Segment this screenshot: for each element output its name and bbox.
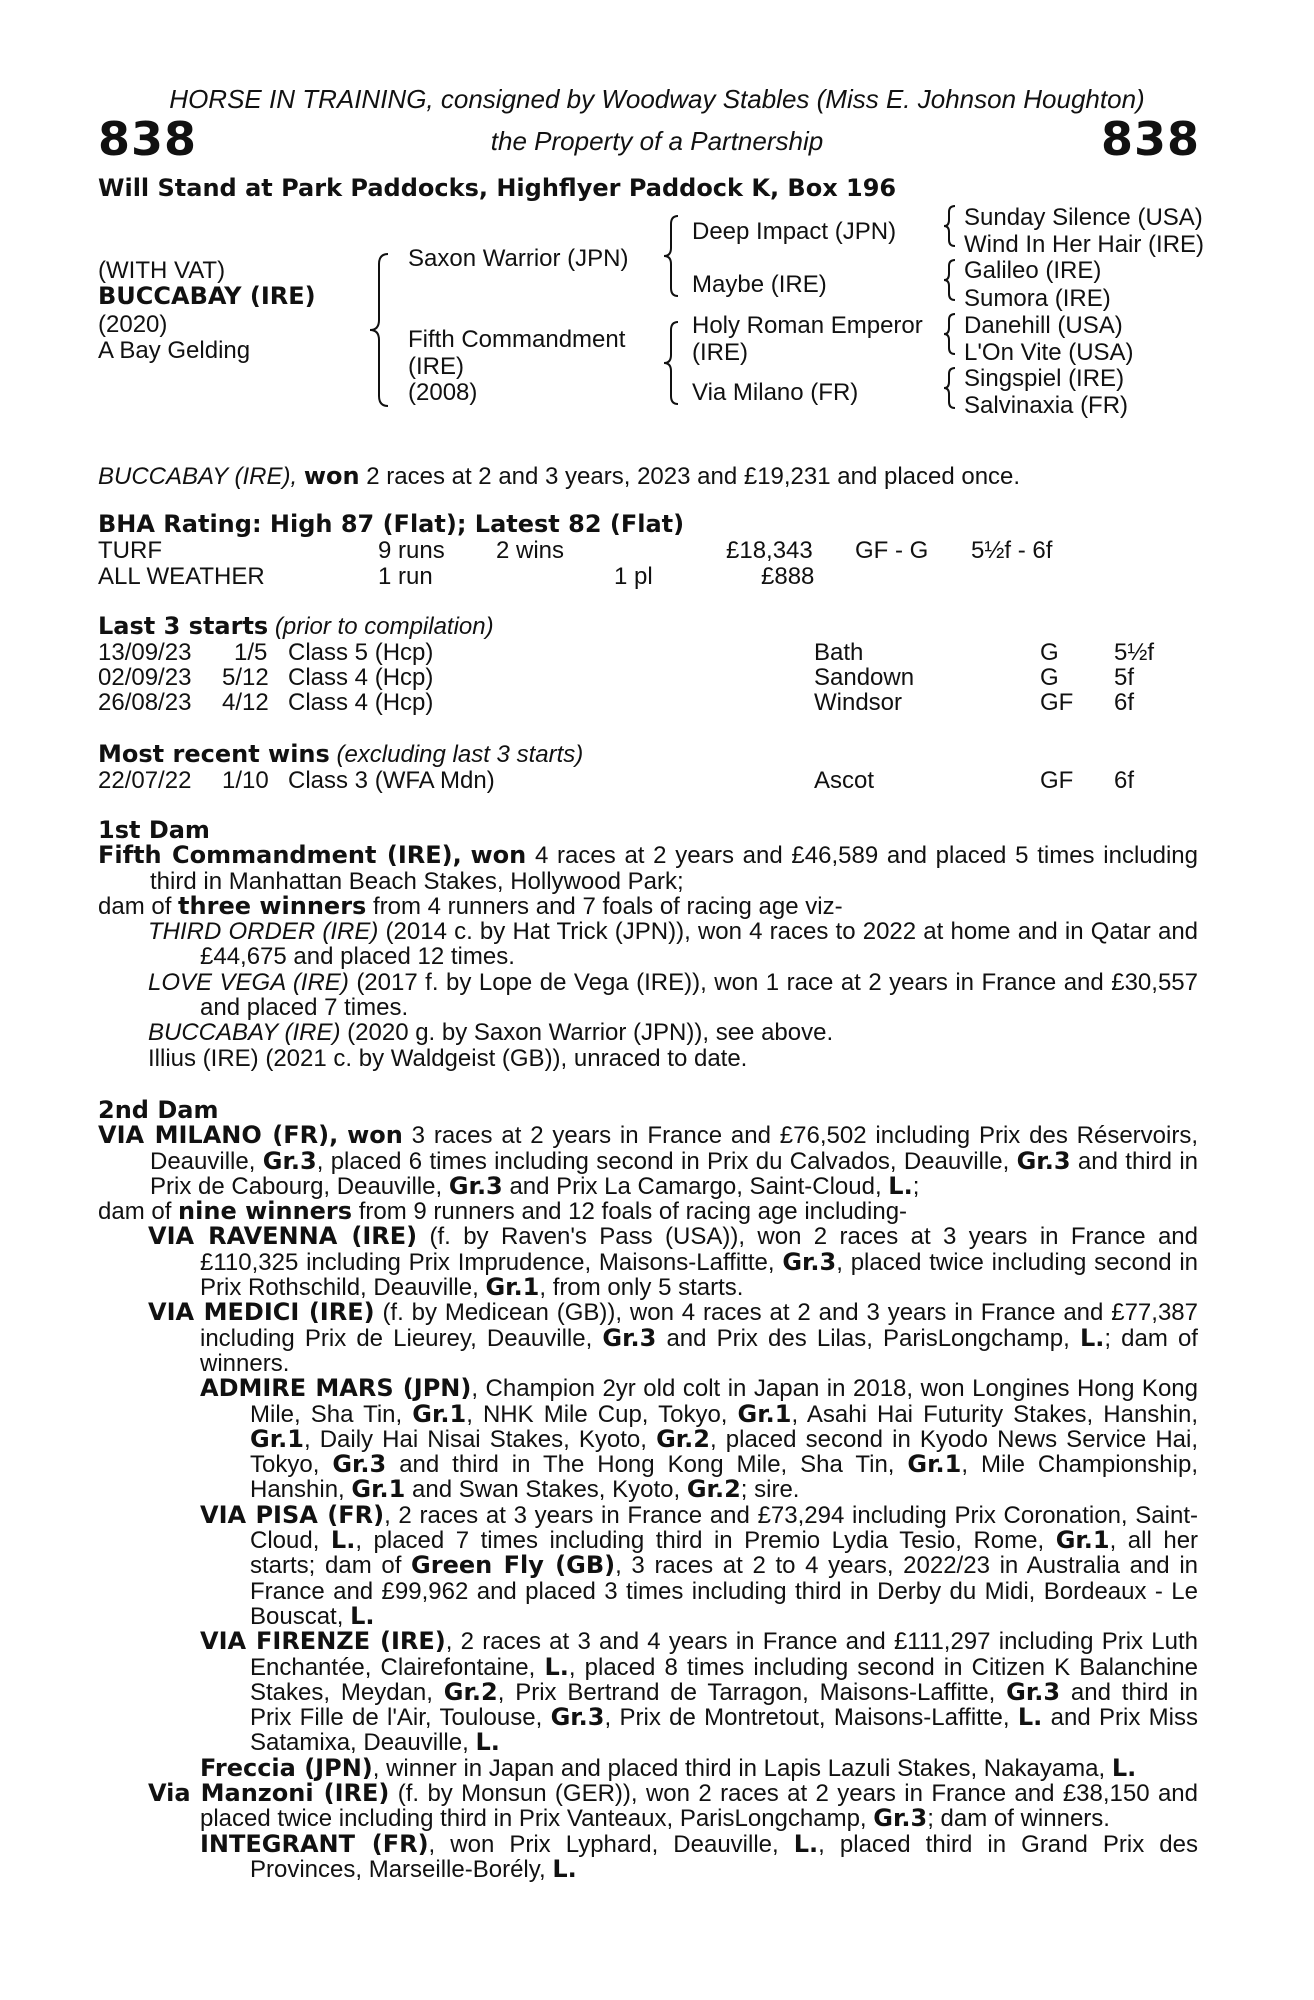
start-race: Class 4 (Hcp) [288,689,434,716]
listed-label: L. [1111,1753,1137,1782]
first-dam-won: won [470,841,527,870]
win-going: GF [1040,767,1074,794]
horse-description: A Bay Gelding [98,337,251,364]
progeny-name: VIA PISA (FR) [200,1500,385,1529]
progeny-name: VIA MEDICI (IRE) [148,1298,375,1327]
pedigree-sss: Sunday Silence (USA) [964,204,1203,231]
start-date: 02/09/23 [98,664,192,691]
first-dam-heading: 1st Dam [98,816,210,844]
listed-label: L. [330,1526,356,1555]
grade-label: Gr.3 [782,1247,837,1276]
race-summary [98,464,1020,489]
rating-money: £888 [761,563,815,590]
start-race: Class 5 (Hcp) [288,639,434,666]
start-going: GF [1040,689,1074,716]
progeny-entry [98,970,1198,1021]
first-dam-name: Fifth Commandment (IRE), [98,841,462,870]
pedigree-brace-sire [662,214,682,298]
record-text: (f. by Monsun (GER)), won 2 races at 2 years in France and £38,150 and placed twice including third in Prix Vanteaux, ParisLongchamp, [200,1780,1198,1833]
start-going: G [1040,664,1059,691]
pedigree-brace-dam [662,320,682,406]
rating-surface: TURF [98,537,162,564]
grade-label: Gr.1 [907,1450,962,1479]
listed-label: L. [544,1652,569,1681]
start-race: Class 4 (Hcp) [288,664,434,691]
pedigree-brace-ds [942,312,958,356]
summary-text: 2 races at 2 and 3 years, 2023 and £19,231 and placed once. [366,463,1021,490]
record-text: , Prix Bertrand de Tarragon, Maisons-Laffitte, [497,1678,996,1706]
progeny-admire-mars [98,1376,1198,1502]
record-text: , Daily Hai Nisai Stakes, Kyoto, [303,1425,647,1453]
listed-label: L. [1079,1323,1105,1352]
record-text: , placed twice including second in Prix Rothschild, Deauville, [200,1248,1198,1302]
record-text: , 3 races at 2 to 4 years, 2022/23 in Australia and in France and £99,962 and placed 3 times including third in Derby du Midi, Bordeaux - Le Bouscat, [250,1552,1198,1630]
progeny-text: (2017 f. by Lope de Vega (IRE)), won 1 race at 2 years in France and £30,557 and placed 7 times. [200,968,1198,1022]
first-dam-produce [98,891,1198,920]
record-text: ; dam of winners. [927,1805,1110,1833]
pedigree-ssd: Wind In Her Hair (IRE) [964,231,1205,258]
dam-of-label: dam of [98,892,172,920]
listed-label: L. [1017,1703,1043,1732]
progeny-name: Illius (IRE) [148,1044,259,1072]
vat-note: (WITH VAT) [98,257,226,284]
pedigree-sire-sire: Deep Impact (JPN) [692,218,897,245]
pedigree-brace-dd [942,366,958,410]
record-text: , placed 8 times including second in Citizen K Balanchine Stakes, Meydan, [250,1653,1198,1706]
listed-label: L. [793,1829,819,1858]
record-text: , 2 races at 3 years in France and £73,294 including Prix Coronation, Saint-Cloud, [250,1501,1198,1555]
progeny-text: (2014 c. by Hat Trick (JPN)), won 4 races to 2022 at home and in Qatar and £44,675 and placed 12 times. [200,918,1199,971]
progeny-name: VIA FIRENZE (IRE) [200,1627,446,1656]
record-text: , Asahi Hai Futurity Stakes, Hanshin, [791,1400,1198,1428]
grade-label: Gr.2 [443,1677,498,1706]
pedigree-ddd: Salvinaxia (FR) [964,392,1129,419]
start-position: 1/5 [234,639,268,666]
header-subtitle: the Property of a Partnership [490,126,824,156]
rating-wins: 2 wins [496,537,565,564]
pedigree-dam-line2: (IRE) [408,353,464,380]
progeny-freccia [98,1753,1198,1782]
grade-label: Gr.3 [332,1450,387,1479]
pedigree-sire: Saxon Warrior (JPN) [408,245,629,272]
progeny-name: THIRD ORDER (IRE) [148,918,379,946]
grade-label: Gr.3 [873,1804,928,1833]
grade-label: Gr.3 [550,1703,605,1732]
start-distance: 5½f [1114,639,1155,666]
pedigree-dam-sire-line2: (IRE) [692,339,748,366]
rating-money: £18,343 [726,537,813,564]
first-dam-text: 4 races at 2 years and £46,589 and placed 5 times including third in Manhattan Beach Stakes, Hollywood Park; [150,842,1199,895]
grade-label: Gr.3 [1006,1677,1061,1706]
progeny-text: (2020 g. by Saxon Warrior (JPN)), see above. [347,1019,834,1047]
start-course: Sandown [814,664,915,691]
start-date: 13/09/23 [98,639,192,666]
record-text: and Prix La Camargo, Saint-Cloud, [509,1172,882,1200]
grade-label: Gr.1 [412,1399,467,1428]
bha-rating: BHA Rating: High 87 (Flat); Latest 82 (Flat) [98,510,685,538]
record-text: ; sire. [740,1476,800,1504]
progeny-name: ADMIRE MARS (JPN) [200,1374,472,1403]
progeny-via-manzoni [98,1781,1198,1832]
lot-number-left: 838 [98,112,198,166]
last-starts-note: (prior to compilation) [274,613,494,640]
record-text: , placed third in Grand Prix des Provinces, Marseille-Borély, [250,1830,1198,1883]
start-course: Windsor [814,689,903,716]
progeny-entry [98,1046,1198,1071]
win-distance: 6f [1114,767,1135,794]
start-distance: 5f [1114,664,1135,691]
pedigree-brace-sd [942,258,958,302]
progeny-name: Freccia (JPN) [200,1753,373,1782]
record-text: , winner in Japan and placed third in Lapis Lazuli Stakes, Nakayama, [372,1754,1106,1782]
record-text: and third in Prix de Cabourg, Deauville, [150,1147,1199,1200]
grade-label: Gr.3 [1016,1146,1071,1175]
record-text: , Mile Championship, Hanshin, [250,1451,1198,1504]
horse-name: BUCCABAY (IRE) [98,282,316,310]
second-dam-produce [98,1199,1198,1224]
grade-label: Gr.1 [737,1399,792,1428]
pedigree-brace-main [368,252,392,408]
start-going: G [1040,639,1059,666]
record-text: (f. by Raven's Pass (USA)), won 2 races at 3 years in France and £110,325 including Prix Imprudence, Maisons-Laffitte, [200,1223,1199,1276]
win-position: 1/10 [222,767,269,794]
pedigree-sdd: Sumora (IRE) [964,285,1111,312]
progeny-name: BUCCABAY (IRE) [148,1019,341,1047]
progeny-via-medici [98,1300,1198,1376]
start-date: 26/08/23 [98,689,192,716]
progeny-entry [98,1020,1198,1045]
pedigree-sds: Galileo (IRE) [964,257,1102,284]
rating-runs: 9 runs [378,537,445,564]
rating-runs: 1 run [378,563,433,590]
summary-horse-name: BUCCABAY (IRE), [98,463,298,490]
rating-placed: 1 pl [614,563,653,590]
progeny-via-firenze [98,1629,1198,1755]
grade-label: Gr.1 [1055,1526,1110,1555]
record-text: ; dam of winners. [200,1324,1198,1377]
summary-won: won [303,462,360,490]
progeny-via-pisa [98,1500,1199,1630]
record-text: (f. by Medicean (GB)), won 4 races at 2 and 3 years in France and £77,387 including Prix de Lieurey, Deauville, [200,1299,1198,1352]
horse-year: (2020) [98,311,168,338]
recent-wins-heading [98,742,583,767]
record-text: and Prix Miss Satamixa, Deauville, [250,1704,1198,1757]
grade-label: Gr.1 [351,1475,406,1504]
listed-label: L. [552,1854,577,1883]
start-course: Bath [814,639,864,666]
win-course: Ascot [814,767,875,794]
win-date: 22/07/22 [98,767,192,794]
winners-count: nine winners [178,1197,353,1226]
record-text: , all her starts; dam of [250,1527,1199,1580]
start-distance: 6f [1114,689,1135,716]
grade-label: Gr.2 [686,1475,741,1504]
lot-number-right: 838 [1100,112,1200,166]
record-text: and third in The Hong Kong Mile, Sha Tin, [399,1451,895,1479]
progeny-text: (2021 c. by Waldgeist (GB)), unraced to date. [265,1044,748,1072]
second-dam-name: VIA MILANO (FR), [98,1121,339,1150]
record-text: and third in Prix Fille de l'Air, Toulouse, [250,1678,1198,1732]
last-starts-title: Last 3 starts [98,612,269,640]
grade-label: Gr.3 [602,1323,657,1352]
progeny-name: Via Manzoni (IRE) [148,1779,390,1808]
record-text: , NHK Mile Cup, Tokyo, [466,1400,728,1428]
record-text: , from only 5 starts. [539,1274,744,1302]
record-text: , placed second in Kyodo News Service Hai, Tokyo, [250,1425,1199,1479]
progeny-name: INTEGRANT (FR) [200,1829,429,1858]
rating-surface: ALL WEATHER [98,563,265,590]
second-dam-section [98,1098,1198,1882]
first-dam-section [98,818,1198,1071]
second-dam-won: won [347,1121,403,1150]
record-text: , Champion 2yr old colt in Japan in 2018, won Longines Hong Kong Mile, Sha Tin, [250,1375,1198,1428]
recent-wins-title: Most recent wins [98,740,330,768]
dam-of-text: from 4 runners and 7 foals of racing age viz- [373,892,843,920]
grade-label: Gr.1 [485,1273,540,1302]
record-text: , 2 races at 3 and 4 years in France and £111,297 including Prix Luth Enchantée, Clairefontaine, [250,1628,1198,1681]
pedigree-dam-sire-line1: Holy Roman Emperor [692,312,923,339]
green-fly-name: Green Fly (GB) [411,1551,616,1580]
rating-distance: 5½f - 6f [971,537,1053,564]
pedigree-dam-line3: (2008) [408,379,478,406]
pedigree-brace-ss [942,204,958,248]
listed-label: L. [350,1601,375,1630]
start-position: 4/12 [222,689,269,716]
record-text: , placed 6 times including second in Prix du Calvados, Deauville, [316,1147,1010,1175]
second-dam-record [98,1123,1198,1199]
grade-label: Gr.3 [448,1171,503,1200]
pedigree-sire-dam: Maybe (IRE) [692,271,827,298]
pedigree-dss: Danehill (USA) [964,312,1123,339]
pedigree-dds: Singspiel (IRE) [964,365,1125,392]
rating-going: GF - G [855,537,929,564]
recent-wins-note: (excluding last 3 starts) [336,741,584,768]
grade-label: Gr.1 [250,1424,304,1453]
progeny-via-ravenna [98,1224,1198,1300]
pedigree-dam-dam: Via Milano (FR) [692,379,859,406]
record-text: 3 races at 2 years in France and £76,502 including Prix des Réservoirs, Deauville, [150,1122,1199,1175]
progeny-integrant [98,1829,1198,1883]
record-text: , Prix de Montretout, Maisons-Laffitte, [604,1704,1010,1732]
record-text: , won Prix Lyphard, Deauville, [428,1830,779,1858]
pedigree-dam-line1: Fifth Commandment [408,326,626,353]
first-dam-record [98,843,1198,894]
start-position: 5/12 [222,664,269,691]
listed-label: L. [475,1728,500,1757]
winners-count: three winners [178,891,367,920]
dam-of-label: dam of [98,1198,172,1226]
record-text: and Prix des Lilas, ParisLongchamp, [666,1324,1070,1352]
record-text: ; [912,1172,920,1200]
pedigree-dsd: L'On Vite (USA) [964,339,1134,366]
listed-label: L. [888,1171,913,1200]
second-dam-heading: 2nd Dam [98,1096,219,1124]
grade-label: Gr.2 [656,1424,710,1453]
progeny-name: VIA RAVENNA (IRE) [148,1222,418,1251]
record-text: and Swan Stakes, Kyoto, [412,1476,681,1504]
last-starts-heading [98,614,494,639]
progeny-name: LOVE VEGA (IRE) [148,968,349,996]
grade-label: Gr.3 [262,1146,317,1175]
header-title: HORSE IN TRAINING, consigned by Woodway Stables (Miss E. Johnson Houghton) [169,84,1145,114]
stand-location: Will Stand at Park Paddocks, Highflyer Paddock K, Box 196 [98,174,897,202]
record-text: , placed 7 times including third in Premio Lydia Tesio, Rome, [355,1527,1045,1555]
progeny-entry [98,919,1198,970]
win-race: Class 3 (WFA Mdn) [288,767,495,794]
dam-of-text: from 9 runners and 12 foals of racing age including- [358,1198,908,1226]
